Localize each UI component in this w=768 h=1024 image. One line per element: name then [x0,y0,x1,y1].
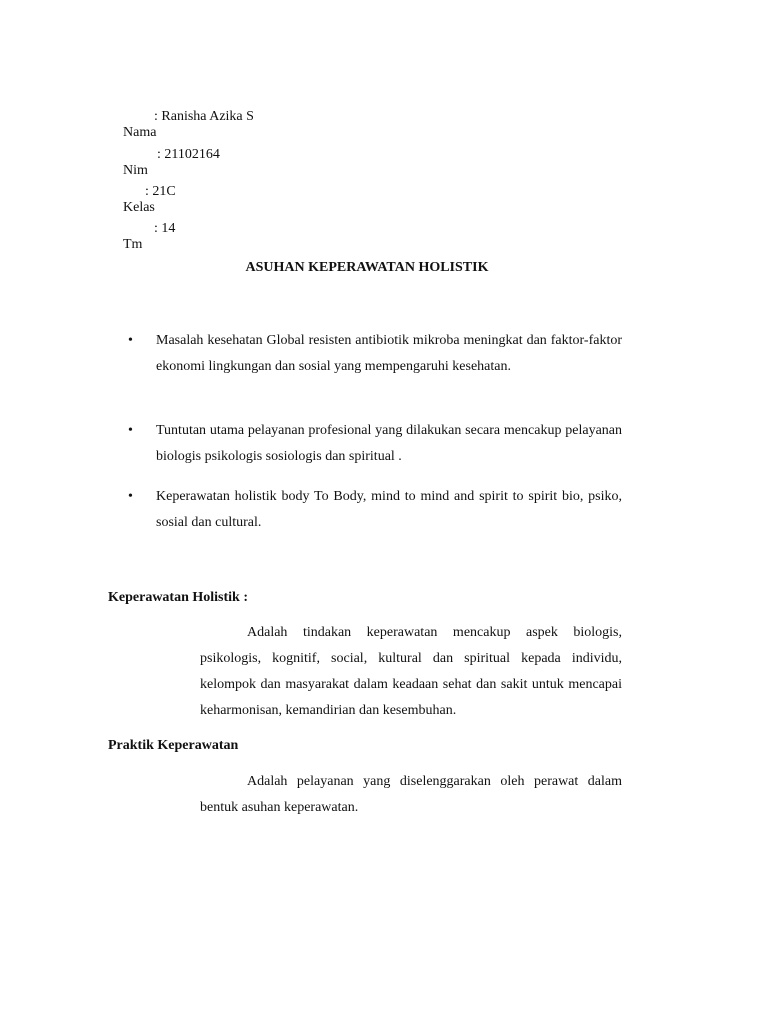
bullet-icon: • [128,423,133,438]
bullet-icon: • [128,333,133,348]
info-value: : 14 [154,221,176,236]
info-value: : 21C [145,184,176,199]
info-value: : 21102164 [157,147,220,162]
bullet-icon: • [128,489,133,504]
section-body-keperawatan-holistik: Adalah tindakan keperawatan mencakup aspek biologis, psikologis, kognitif, social, kultural dan spiritual kepada individu, kelompok dan masyarakat dalam keadaan sehat dan sakit untuk mencapai keharmonisan, kemandirian dan kesembuhan. [200,625,622,718]
info-label: Nama [123,125,157,140]
info-label: Nim [123,163,148,178]
info-label: Kelas [123,200,155,215]
document-title [0,259,768,277]
bullet-text: Masalah kesehatan Global resisten antibiotik mikroba meningkat dan faktor-faktor ekonomi lingkungan dan sosial yang mempengaruhi kesehatan. [156,333,622,374]
bullet-text: Tuntutan utama pelayanan profesional yang dilakukan secara mencakup pelayanan biologis psikologis sosiologis dan spiritual . [156,423,622,464]
section-heading-keperawatan-holistik: Keperawatan Holistik : [108,590,248,605]
section-body-praktik-keperawatan: Adalah pelayanan yang diselenggarakan oleh perawat dalam bentuk asuhan keperawatan. [200,774,622,815]
bullet-text: Keperawatan holistik body To Body, mind to mind and spirit to spirit bio, psiko, sosial dan cultural. [156,489,622,530]
info-label: Tm [123,237,143,252]
info-value: : Ranisha Azika S [154,109,254,124]
section-heading-praktik-keperawatan: Praktik Keperawatan [108,738,239,753]
document-title-text: ASUHAN KEPERAWATAN HOLISTIK [245,260,489,275]
